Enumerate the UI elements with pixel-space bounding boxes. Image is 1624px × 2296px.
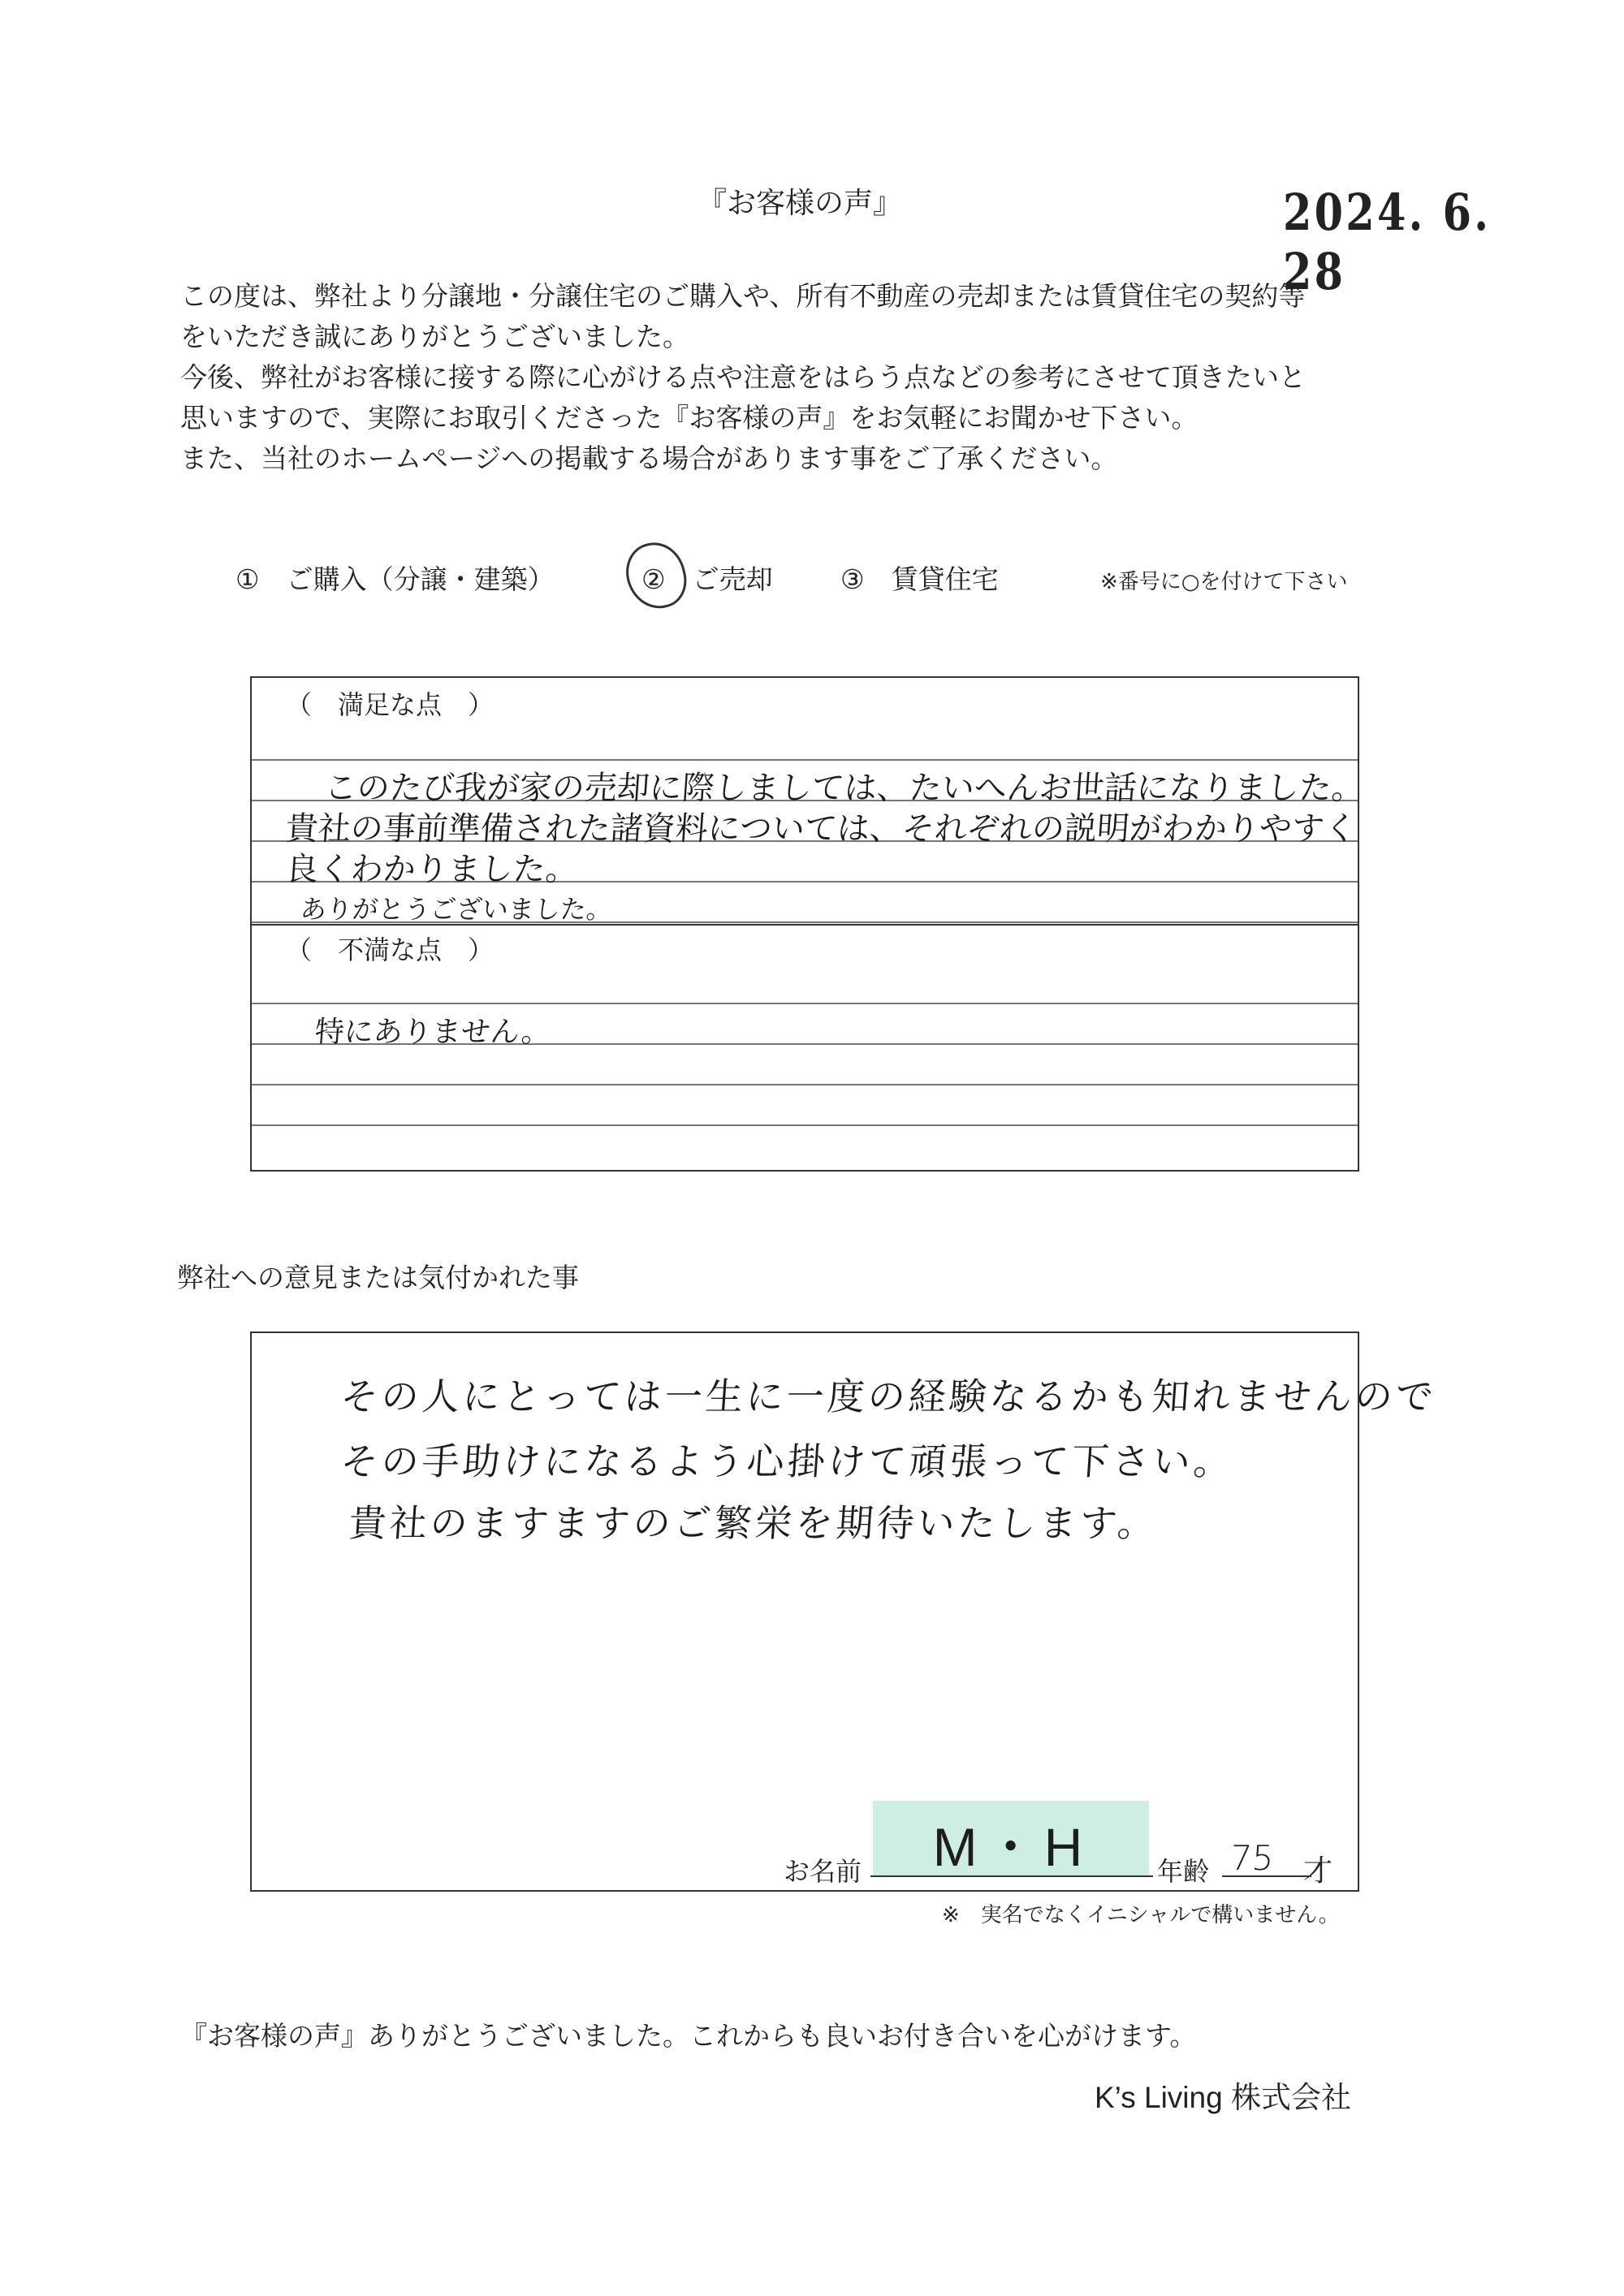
opinion-line: 貴社のますますのご繁栄を期待いたします。 <box>347 1501 1160 1545</box>
satisfied-line: 良くわかりました。 <box>284 851 580 888</box>
satisfied-line: 貴社の事前準備された諸資料については、それぞれの説明がわかりやすく <box>284 810 1358 848</box>
intro-line: また、当社のホームページへの掲載する場合があります事をご了承ください。 <box>180 442 1118 474</box>
dissatisfied-label: （ 不満な点 ） <box>286 934 495 965</box>
opinion-line: その手助けになるよう心掛けて頑張って下さい。 <box>339 1439 1236 1483</box>
ruled-line <box>252 1124 1358 1126</box>
satisfied-line: このたび我が家の売却に際しましては、たいへんお世話になりました。 <box>323 770 1366 807</box>
age-label: 年齢 <box>1157 1856 1210 1887</box>
closing-message: 『お客様の声』ありがとうございました。これからも良いお付き合いを心がけます。 <box>180 2020 1197 2052</box>
intro-text <box>180 276 1447 479</box>
opinion-label: 弊社への意見または気付かれた事 <box>177 1262 579 1293</box>
satisfied-label: （ 満足な点 ） <box>286 689 495 720</box>
name-underline <box>870 1875 1153 1877</box>
ruled-line <box>252 1084 1358 1085</box>
ruled-line <box>252 759 1358 761</box>
name-label: お名前 <box>784 1856 862 1887</box>
option-rental[interactable]: ③ 賃貸住宅 <box>840 563 999 595</box>
option-sale[interactable]: ② ご売却 <box>641 563 773 595</box>
options-note: ※番号に○を付けて下さい <box>1100 570 1348 594</box>
page-title: 『お客様の声』 <box>697 187 902 220</box>
opinion-line: その人にとっては一生に一度の経験なるかも知れませんので <box>339 1375 1438 1418</box>
satisfied-line: ありがとうございました。 <box>299 894 614 925</box>
intro-line: 思いますので、実際にお取引くださった『お客様の声』をお気軽にお聞かせ下さい。 <box>180 402 1199 434</box>
age-suffix: 才 <box>1303 1854 1333 1888</box>
initials-note: ※ 実名でなくイニシャルで構いません。 <box>942 1903 1340 1927</box>
option-purchase[interactable]: ① ご購入（分譲・建築） <box>235 563 555 595</box>
date: 2024. 6. 28 <box>1283 183 1492 301</box>
company-name: K’s Living 株式会社 <box>1095 2081 1351 2114</box>
intro-line: 今後、弊社がお客様に接する際に心がける点や注意をはらう点などの参考にさせて頂きたいと <box>180 361 1306 393</box>
age-value: 75 <box>1229 1838 1276 1878</box>
dissatisfied-line: 特にありません。 <box>313 1016 552 1049</box>
opinion-box <box>250 1331 1438 1892</box>
age-underline <box>1222 1875 1311 1877</box>
name-value: M・H <box>932 1817 1090 1877</box>
feedback-box <box>250 676 1366 1172</box>
ruled-line <box>252 1003 1358 1004</box>
intro-line: この度は、弊社より分譲地・分譲住宅のご購入や、所有不動産の売却または賃貸住宅の契約等 <box>180 280 1306 312</box>
intro-line: をいただき誠にありがとうございました。 <box>180 321 689 352</box>
selection-circle-mark <box>620 537 693 615</box>
